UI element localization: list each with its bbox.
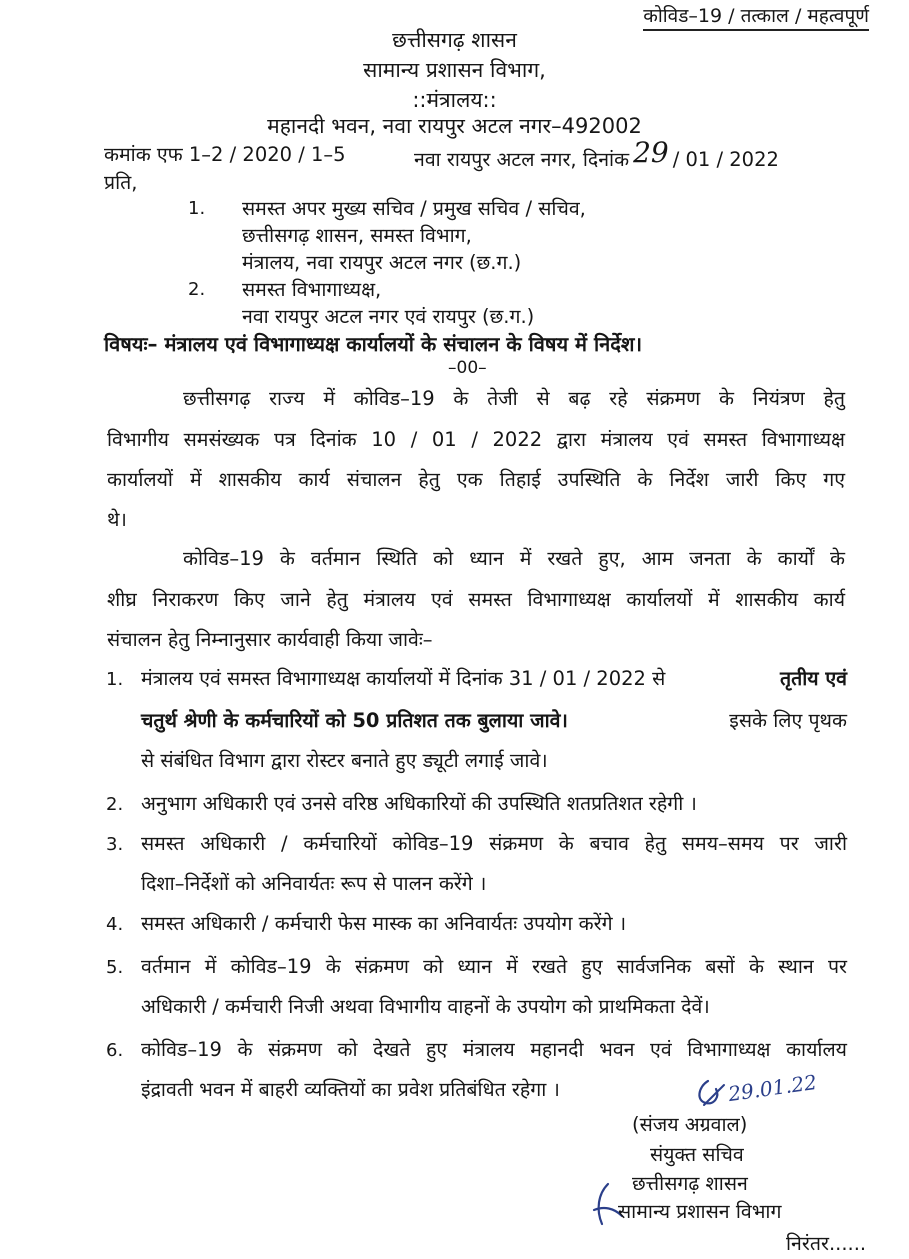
recipient-line: समस्त विभागाध्यक्ष, bbox=[242, 278, 382, 301]
point-line: इंद्रावती भवन में बाहरी व्यक्तियों का प्रवेश प्रतिबंधित रहेगा । bbox=[141, 1078, 560, 1101]
point-line: से संबंधित विभाग द्वारा रोस्टर बनाते हुए ड्यूटी लगाई जावे। bbox=[141, 749, 548, 772]
separator: –00– bbox=[448, 358, 487, 378]
point-line bbox=[141, 664, 847, 691]
paragraph-line: कोविड–19 के वर्तमान स्थिति को ध्यान में रखते हुए, आम जनता के कार्यों के bbox=[183, 547, 845, 570]
point-text: मंत्रालय एवं समस्त विभागाध्यक्ष कार्यालयों में दिनांक 31 / 01 / 2022 से bbox=[141, 667, 666, 690]
signature-date: 29.01.22 bbox=[726, 1069, 819, 1107]
signatory-department: सामान्य प्रशासन विभाग bbox=[618, 1200, 782, 1223]
point-number: 4. bbox=[106, 914, 124, 935]
point-line: वर्तमान में कोविड–19 के संक्रमण को ध्यान में रखते हुए सार्वजनिक बसों के स्थान पर bbox=[141, 955, 847, 978]
recipient-number: 2. bbox=[188, 279, 206, 300]
reference-number: कमांक एफ 1–2 / 2020 / 1–5 bbox=[104, 143, 346, 166]
paragraph-line: छत्तीसगढ़ राज्य में कोविड–19 के तेजी से बढ़ रहे संक्रमण के नियंत्रण हेतु bbox=[183, 387, 845, 410]
point-line: अनुभाग अधिकारी एवं उनसे वरिष्ठ अधिकारियों की उपस्थिति शतप्रतिशत रहेगी । bbox=[141, 792, 697, 815]
point-number: 3. bbox=[106, 834, 124, 855]
point-number: 2. bbox=[106, 794, 124, 815]
recipient-line: समस्त अपर मुख्य सचिव / प्रमुख सचिव / सचिव, bbox=[242, 197, 586, 220]
point-text-bold: चतुर्थ श्रेणी के कर्मचारियों को 50 प्रतिशत तक बुलाया जावे। bbox=[141, 709, 568, 732]
point-line: कोविड–19 के संक्रमण को देखते हुए मंत्रालय महानदी भवन एवं विभागाध्यक्ष कार्यालय bbox=[141, 1038, 847, 1061]
point-text-bold: तृतीय एवं bbox=[779, 667, 847, 690]
paragraph-line: संचालन हेतु निम्नानुसार कार्यवाही किया जावेः– bbox=[107, 628, 433, 651]
point-line: अधिकारी / कर्मचारी निजी अथवा विभागीय वाहनों के उपयोग को प्राथमिकता देवें। bbox=[141, 995, 710, 1018]
point-text: इसके लिए पृथक bbox=[729, 709, 847, 732]
point-line bbox=[141, 706, 847, 733]
office-name: ::मंत्रालय:: bbox=[412, 88, 497, 112]
paragraph-line: कार्यालयों में शासकीय कार्य संचालन हेतु एक तिहाई उपस्थिति के निर्देश जारी किए गए bbox=[107, 468, 845, 491]
handwritten-day: 29 bbox=[633, 136, 669, 169]
point-line: समस्त अधिकारी / कर्मचारियों कोविड–19 संक्रमण के बचाव हेतु समय–समय पर जारी bbox=[141, 832, 847, 855]
point-number: 5. bbox=[106, 957, 124, 978]
paragraph-line: थे। bbox=[107, 508, 127, 531]
signatory-name: (संजय अग्रवाल) bbox=[632, 1113, 748, 1136]
paragraph-line: विभागीय समसंख्यक पत्र दिनांक 10 / 01 / 2022 द्वारा मंत्रालय एवं समस्त विभागाध्यक्ष bbox=[107, 428, 845, 451]
place-date bbox=[414, 136, 779, 173]
signatory-designation: संयुक्त सचिव bbox=[650, 1143, 744, 1166]
recipient-line: नवा रायपुर अटल नगर एवं रायपुर (छ.ग.) bbox=[242, 305, 535, 328]
to-label: प्रति, bbox=[104, 171, 138, 194]
signatory-office: छत्तीसगढ़ शासन bbox=[632, 1172, 748, 1195]
point-line: समस्त अधिकारी / कर्मचारी फेस मास्क का अनिवार्यतः उपयोग करेंगे । bbox=[141, 912, 627, 935]
point-number: 6. bbox=[106, 1040, 124, 1061]
point-number: 1. bbox=[106, 669, 124, 690]
signature-scribble bbox=[690, 1075, 730, 1115]
priority-tag: कोविड–19 / तत्काल / महत्वपूर्ण bbox=[643, 2, 869, 31]
continued-note: निरंतर...... bbox=[786, 1232, 867, 1255]
subject-line: विषयः– मंत्रालय एवं विभागाध्यक्ष कार्यालयों के संचालन के विषय में निर्देश। bbox=[104, 332, 643, 356]
paragraph-line: शीघ्र निराकरण किए जाने हेतु मंत्रालय एवं समस्त विभागाध्यक्ष कार्यालयों में शासकीय कार्य bbox=[107, 588, 845, 611]
recipient-number: 1. bbox=[188, 198, 206, 219]
recipient-line: मंत्रालय, नवा रायपुर अटल नगर (छ.ग.) bbox=[242, 251, 522, 274]
office-address: महानदी भवन, नवा रायपुर अटल नगर–492002 bbox=[267, 114, 642, 138]
place-date-prefix: नवा रायपुर अटल नगर, दिनांक bbox=[414, 148, 630, 171]
date-suffix: / 01 / 2022 bbox=[672, 148, 779, 171]
recipient-line: छत्तीसगढ़ शासन, समस्त विभाग, bbox=[242, 224, 472, 247]
point-line: दिशा–निर्देशों को अनिवार्यतः रूप से पालन करेंगे । bbox=[141, 872, 487, 895]
department-name: सामान्य प्रशासन विभाग, bbox=[363, 58, 546, 82]
govt-name: छत्तीसगढ़ शासन bbox=[392, 28, 517, 52]
